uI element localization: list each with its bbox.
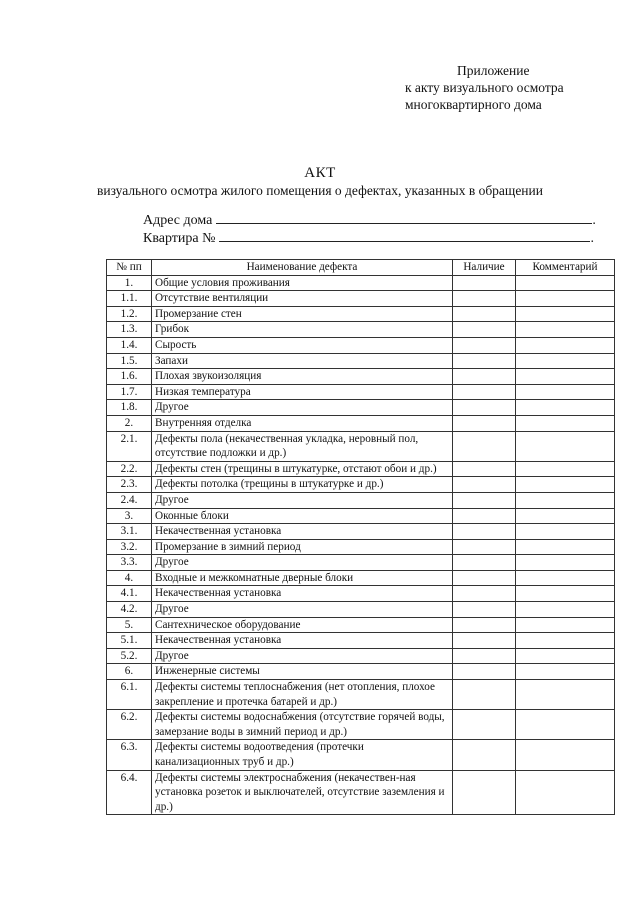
row-number: 6. xyxy=(107,664,152,680)
appendix-line-1: Приложение xyxy=(457,63,530,78)
row-comment-cell[interactable] xyxy=(516,617,615,633)
row-number: 2. xyxy=(107,415,152,431)
row-number: 4.1. xyxy=(107,586,152,602)
row-presence-cell[interactable] xyxy=(453,492,516,508)
row-defect-name: Другое xyxy=(152,648,453,664)
apartment-field[interactable] xyxy=(143,229,594,247)
table-row xyxy=(107,555,615,571)
document-title: АКТ xyxy=(304,165,336,181)
row-number: 2.3. xyxy=(107,477,152,493)
apartment-blank-line[interactable] xyxy=(219,229,590,242)
row-presence-cell[interactable] xyxy=(453,680,516,710)
row-comment-cell[interactable] xyxy=(516,770,615,815)
table-row xyxy=(107,602,615,618)
row-defect-name: Дефекты системы теплоснабжения (нет отопления, плохое закрепление и протечка батарей и др.) xyxy=(152,680,453,710)
row-presence-cell[interactable] xyxy=(453,770,516,815)
table-row xyxy=(107,770,615,815)
row-number: 2.1. xyxy=(107,431,152,461)
row-presence-cell[interactable] xyxy=(453,337,516,353)
row-number: 3.3. xyxy=(107,555,152,571)
row-number: 4. xyxy=(107,570,152,586)
table-row xyxy=(107,384,615,400)
row-presence-cell[interactable] xyxy=(453,710,516,740)
table-row xyxy=(107,648,615,664)
row-defect-name: Дефекты системы электроснабжения (некачествен-ная установка розеток и выключателей, отсутствие заземления и др.) xyxy=(152,770,453,815)
row-number: 1.8. xyxy=(107,400,152,416)
table-row xyxy=(107,740,615,770)
row-number: 2.2. xyxy=(107,461,152,477)
table-row xyxy=(107,291,615,307)
row-comment-cell[interactable] xyxy=(516,586,615,602)
row-presence-cell[interactable] xyxy=(453,431,516,461)
row-number: 5. xyxy=(107,617,152,633)
row-defect-name: Некачественная установка xyxy=(152,586,453,602)
table-row xyxy=(107,306,615,322)
row-comment-cell[interactable] xyxy=(516,570,615,586)
row-number: 3.2. xyxy=(107,539,152,555)
table-row xyxy=(107,431,615,461)
row-defect-name: Некачественная установка xyxy=(152,524,453,540)
apartment-end-mark: . xyxy=(590,231,594,246)
row-defect-name: Оконные блоки xyxy=(152,508,453,524)
table-row xyxy=(107,400,615,416)
table-row xyxy=(107,586,615,602)
appendix-line-2: к акту визуального осмотра xyxy=(405,80,564,95)
row-number: 1.7. xyxy=(107,384,152,400)
row-defect-name: Дефекты потолка (трещины в штукатурке и др.) xyxy=(152,477,453,493)
table-row xyxy=(107,539,615,555)
table-row xyxy=(107,710,615,740)
defects-table xyxy=(106,259,615,815)
table-row xyxy=(107,570,615,586)
row-defect-name: Промерзание стен xyxy=(152,306,453,322)
address-field[interactable] xyxy=(143,211,596,229)
row-defect-name: Внутренняя отделка xyxy=(152,415,453,431)
row-defect-name: Дефекты системы водоснабжения (отсутствие горячей воды, замерзание воды в зимний период и др.) xyxy=(152,710,453,740)
row-comment-cell[interactable] xyxy=(516,306,615,322)
row-defect-name: Промерзание в зимний период xyxy=(152,539,453,555)
row-comment-cell[interactable] xyxy=(516,369,615,385)
row-comment-cell[interactable] xyxy=(516,477,615,493)
header-comment: Комментарий xyxy=(516,260,615,276)
row-defect-name: Дефекты системы водоотведения (протечки канализационных труб и др.) xyxy=(152,740,453,770)
row-number: 1.5. xyxy=(107,353,152,369)
row-presence-cell[interactable] xyxy=(453,275,516,291)
row-defect-name: Грибок xyxy=(152,322,453,338)
row-comment-cell[interactable] xyxy=(516,291,615,307)
row-presence-cell[interactable] xyxy=(453,524,516,540)
address-end-mark: . xyxy=(592,213,596,228)
address-blank-line[interactable] xyxy=(216,211,592,224)
row-defect-name: Другое xyxy=(152,555,453,571)
row-defect-name: Низкая температура xyxy=(152,384,453,400)
row-number: 5.1. xyxy=(107,633,152,649)
row-presence-cell[interactable] xyxy=(453,586,516,602)
row-presence-cell[interactable] xyxy=(453,508,516,524)
row-comment-cell[interactable] xyxy=(516,633,615,649)
row-comment-cell[interactable] xyxy=(516,337,615,353)
table-row xyxy=(107,477,615,493)
row-presence-cell[interactable] xyxy=(453,648,516,664)
row-comment-cell[interactable] xyxy=(516,524,615,540)
row-number: 3.1. xyxy=(107,524,152,540)
row-comment-cell[interactable] xyxy=(516,680,615,710)
apartment-label: Квартира № xyxy=(143,231,216,246)
header-number: № пп xyxy=(107,260,152,276)
row-presence-cell[interactable] xyxy=(453,353,516,369)
table-row xyxy=(107,617,615,633)
row-presence-cell[interactable] xyxy=(453,306,516,322)
row-comment-cell[interactable] xyxy=(516,555,615,571)
row-defect-name: Другое xyxy=(152,492,453,508)
row-comment-cell[interactable] xyxy=(516,508,615,524)
row-defect-name: Дефекты стен (трещины в штукатурке, отстают обои и др.) xyxy=(152,461,453,477)
row-defect-name: Входные и межкомнатные дверные блоки xyxy=(152,570,453,586)
row-presence-cell[interactable] xyxy=(453,477,516,493)
row-comment-cell[interactable] xyxy=(516,461,615,477)
row-defect-name: Другое xyxy=(152,400,453,416)
row-number: 6.3. xyxy=(107,740,152,770)
row-comment-cell[interactable] xyxy=(516,539,615,555)
row-defect-name: Дефекты пола (некачественная укладка, неровный пол, отсутствие подложки и др.) xyxy=(152,431,453,461)
table-body xyxy=(107,275,615,815)
row-comment-cell[interactable] xyxy=(516,400,615,416)
row-defect-name: Инженерные системы xyxy=(152,664,453,680)
row-presence-cell[interactable] xyxy=(453,740,516,770)
row-comment-cell[interactable] xyxy=(516,431,615,461)
table-row xyxy=(107,353,615,369)
table-row xyxy=(107,415,615,431)
row-number: 6.1. xyxy=(107,680,152,710)
row-defect-name: Некачественная установка xyxy=(152,633,453,649)
row-defect-name: Плохая звукоизоляция xyxy=(152,369,453,385)
header-defect-name: Наименование дефекта xyxy=(152,260,453,276)
row-number: 3. xyxy=(107,508,152,524)
row-number: 1.3. xyxy=(107,322,152,338)
row-presence-cell[interactable] xyxy=(453,555,516,571)
row-presence-cell[interactable] xyxy=(453,602,516,618)
row-number: 1.4. xyxy=(107,337,152,353)
row-presence-cell[interactable] xyxy=(453,322,516,338)
row-comment-cell[interactable] xyxy=(516,648,615,664)
table-header-row xyxy=(107,260,615,276)
table-row xyxy=(107,664,615,680)
row-defect-name: Сырость xyxy=(152,337,453,353)
row-presence-cell[interactable] xyxy=(453,400,516,416)
appendix-header xyxy=(405,62,564,113)
row-number: 4.2. xyxy=(107,602,152,618)
row-presence-cell[interactable] xyxy=(453,664,516,680)
row-presence-cell[interactable] xyxy=(453,291,516,307)
row-comment-cell[interactable] xyxy=(516,664,615,680)
header-presence: Наличие xyxy=(453,260,516,276)
table-row xyxy=(107,275,615,291)
row-defect-name: Другое xyxy=(152,602,453,618)
row-comment-cell[interactable] xyxy=(516,740,615,770)
row-defect-name: Запахи xyxy=(152,353,453,369)
table-row xyxy=(107,508,615,524)
row-number: 6.2. xyxy=(107,710,152,740)
row-presence-cell[interactable] xyxy=(453,461,516,477)
appendix-line-3: многоквартирного дома xyxy=(405,97,542,112)
table-row xyxy=(107,633,615,649)
row-comment-cell[interactable] xyxy=(516,602,615,618)
row-number: 1.2. xyxy=(107,306,152,322)
row-defect-name: Отсутствие вентиляции xyxy=(152,291,453,307)
row-comment-cell[interactable] xyxy=(516,710,615,740)
table-row xyxy=(107,369,615,385)
table-row xyxy=(107,524,615,540)
row-presence-cell[interactable] xyxy=(453,539,516,555)
address-label: Адрес дома xyxy=(143,213,213,228)
row-presence-cell[interactable] xyxy=(453,384,516,400)
row-number: 2.4. xyxy=(107,492,152,508)
row-defect-name: Сантехническое оборудование xyxy=(152,617,453,633)
row-comment-cell[interactable] xyxy=(516,353,615,369)
row-presence-cell[interactable] xyxy=(453,369,516,385)
row-number: 1.6. xyxy=(107,369,152,385)
row-comment-cell[interactable] xyxy=(516,322,615,338)
table-row xyxy=(107,492,615,508)
document-subtitle: визуального осмотра жилого помещения о дефектах, указанных в обращении xyxy=(96,183,543,198)
row-number: 5.2. xyxy=(107,648,152,664)
row-defect-name: Общие условия проживания xyxy=(152,275,453,291)
table-row xyxy=(107,461,615,477)
table-row xyxy=(107,322,615,338)
row-presence-cell[interactable] xyxy=(453,617,516,633)
row-number: 1.1. xyxy=(107,291,152,307)
row-number: 1. xyxy=(107,275,152,291)
row-presence-cell[interactable] xyxy=(453,570,516,586)
row-presence-cell[interactable] xyxy=(453,415,516,431)
row-comment-cell[interactable] xyxy=(516,415,615,431)
row-presence-cell[interactable] xyxy=(453,633,516,649)
row-comment-cell[interactable] xyxy=(516,275,615,291)
row-number: 6.4. xyxy=(107,770,152,815)
table-row xyxy=(107,680,615,710)
row-comment-cell[interactable] xyxy=(516,492,615,508)
table-row xyxy=(107,337,615,353)
row-comment-cell[interactable] xyxy=(516,384,615,400)
